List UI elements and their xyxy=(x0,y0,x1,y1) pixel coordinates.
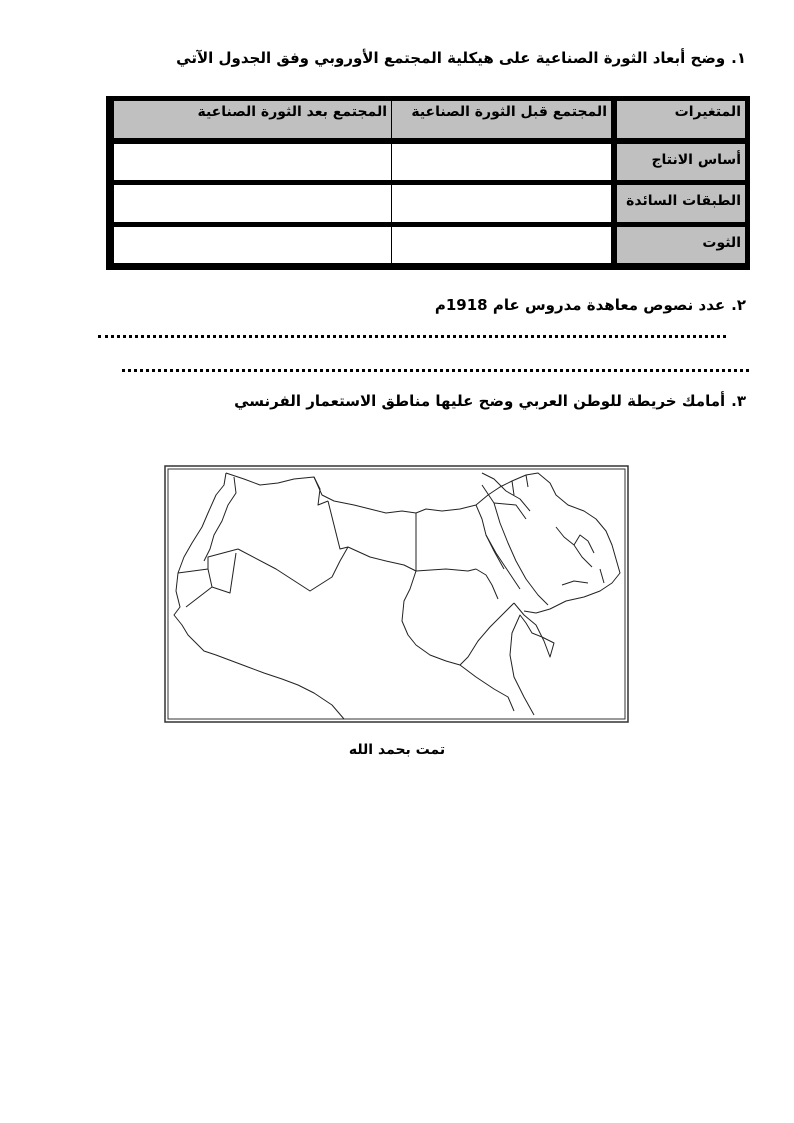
question-2 xyxy=(435,296,746,314)
table-cell-classes-before[interactable] xyxy=(392,185,611,222)
answer-line-1[interactable] xyxy=(98,335,726,338)
arab-world-outline-map[interactable] xyxy=(164,465,629,723)
question-3-text: أمامك خريطة للوطن العربي وضح عليها مناطق الاستعمار الفرنسي xyxy=(234,392,726,410)
answer-line-2[interactable] xyxy=(122,369,749,372)
question-3 xyxy=(234,392,746,410)
table-header-after: المجتمع بعد الثورة الصناعية xyxy=(114,101,391,138)
table-cell-wealth-before[interactable] xyxy=(392,227,611,263)
question-2-number: ٢. xyxy=(731,296,746,314)
table-row-label-classes: الطبقات السائدة xyxy=(617,185,745,222)
table-cell-classes-after[interactable] xyxy=(114,185,391,222)
question-2-text: عدد نصوص معاهدة مدروس عام 1918م xyxy=(434,296,726,314)
table-row-label-wealth: الثوت xyxy=(617,227,745,263)
map-drawing xyxy=(164,465,629,723)
question-1-number: ١. xyxy=(731,49,746,67)
closing-text-label: تمت بحمد الله xyxy=(348,742,446,758)
question-3-number: ٣. xyxy=(731,392,746,410)
question-1 xyxy=(176,49,746,67)
comparison-table xyxy=(106,96,750,270)
table-cell-production-after[interactable] xyxy=(114,144,391,180)
table-header-variables: المتغيرات xyxy=(617,101,745,138)
table-header-before: المجتمع قبل الثورة الصناعية xyxy=(392,101,611,138)
question-1-text: وضح أبعاد الثورة الصناعية على هيكلية المجتمع الأوروبي وفق الجدول الآتي xyxy=(176,49,726,67)
table-row-label-production: أساس الانتاج xyxy=(617,144,745,180)
closing-text xyxy=(0,742,794,758)
table-cell-production-before[interactable] xyxy=(392,144,611,180)
table-cell-wealth-after[interactable] xyxy=(114,227,391,263)
